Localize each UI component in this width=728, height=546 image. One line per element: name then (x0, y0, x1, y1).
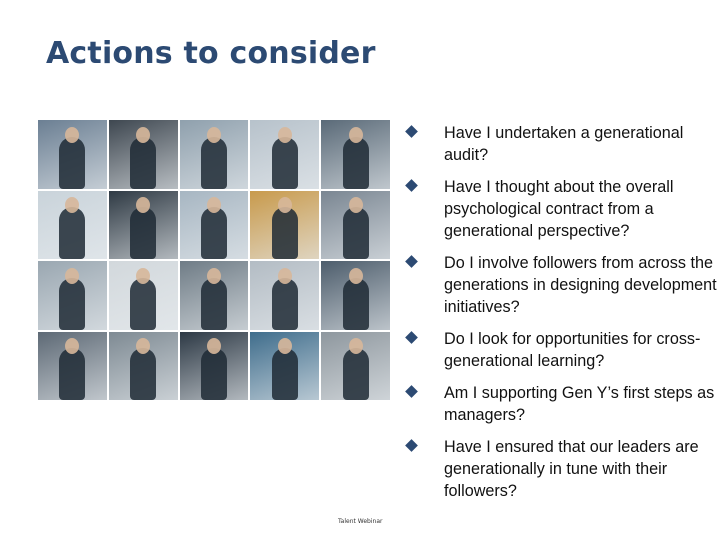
person-head (349, 127, 363, 143)
collage-photo (38, 191, 107, 260)
person-head (278, 127, 292, 143)
diamond-bullet-icon (405, 125, 418, 138)
collage-photo (38, 332, 107, 401)
person-figure (130, 207, 156, 259)
bullet-item (404, 436, 722, 502)
person-head (65, 127, 79, 143)
collage-photo (109, 332, 178, 401)
collage-photo (109, 191, 178, 260)
collage-caption: Talent Webinar (338, 518, 383, 525)
collage-photo (250, 332, 319, 401)
person-figure (59, 348, 85, 400)
person-head (207, 197, 221, 213)
person-figure (201, 137, 227, 189)
person-figure (272, 278, 298, 330)
person-figure (59, 278, 85, 330)
person-figure (201, 348, 227, 400)
diamond-bullet-icon (405, 331, 418, 344)
bullet-text: Do I involve followers from across the generations in designing development initiatives? (444, 254, 717, 316)
collage-photo (109, 261, 178, 330)
collage-photo (321, 191, 390, 260)
collage-photo (321, 261, 390, 330)
diamond-bullet-icon (405, 255, 418, 268)
collage-photo (38, 120, 107, 189)
collage-photo (180, 332, 249, 401)
person-figure (272, 207, 298, 259)
person-head (349, 197, 363, 213)
person-head (349, 338, 363, 354)
person-head (207, 338, 221, 354)
collage-photo (180, 261, 249, 330)
person-head (65, 197, 79, 213)
collage-photo (109, 120, 178, 189)
bullet-text: Have I thought about the overall psychological contract from a generational perspective? (444, 178, 674, 240)
bullet-text: Am I supporting Gen Y’s first steps as managers? (444, 384, 715, 424)
person-figure (343, 207, 369, 259)
person-figure (343, 348, 369, 400)
person-figure (343, 278, 369, 330)
collage-photo (180, 191, 249, 260)
bullet-item (404, 122, 722, 166)
person-head (65, 268, 79, 284)
person-head (207, 127, 221, 143)
bullet-text: Do I look for opportunities for cross-generational learning? (444, 330, 701, 370)
bullet-item (404, 176, 722, 242)
person-figure (272, 348, 298, 400)
person-head (136, 338, 150, 354)
person-head (349, 268, 363, 284)
person-figure (130, 348, 156, 400)
photo-collage (38, 120, 390, 400)
bullet-text: Have I ensured that our leaders are generationally in tune with their followers? (444, 438, 699, 500)
person-head (136, 197, 150, 213)
bullet-item (404, 328, 722, 372)
bullet-text: Have I undertaken a generational audit? (444, 124, 684, 164)
diamond-bullet-icon (405, 179, 418, 192)
slide-title: Actions to consider (46, 36, 376, 71)
bullet-list (404, 122, 722, 512)
person-head (278, 338, 292, 354)
person-figure (201, 207, 227, 259)
collage-photo (250, 191, 319, 260)
person-figure (59, 207, 85, 259)
person-figure (201, 278, 227, 330)
collage-photo (180, 120, 249, 189)
person-head (136, 268, 150, 284)
diamond-bullet-icon (405, 385, 418, 398)
collage-photo (38, 261, 107, 330)
person-figure (130, 137, 156, 189)
collage-photo (321, 332, 390, 401)
person-figure (59, 137, 85, 189)
person-head (136, 127, 150, 143)
person-figure (130, 278, 156, 330)
collage-photo (321, 120, 390, 189)
bullet-item (404, 382, 722, 426)
person-head (278, 268, 292, 284)
person-head (65, 338, 79, 354)
person-head (207, 268, 221, 284)
person-head (278, 197, 292, 213)
collage-photo (250, 120, 319, 189)
person-figure (343, 137, 369, 189)
diamond-bullet-icon (405, 439, 418, 452)
person-figure (272, 137, 298, 189)
bullet-item (404, 252, 722, 318)
collage-photo (250, 261, 319, 330)
